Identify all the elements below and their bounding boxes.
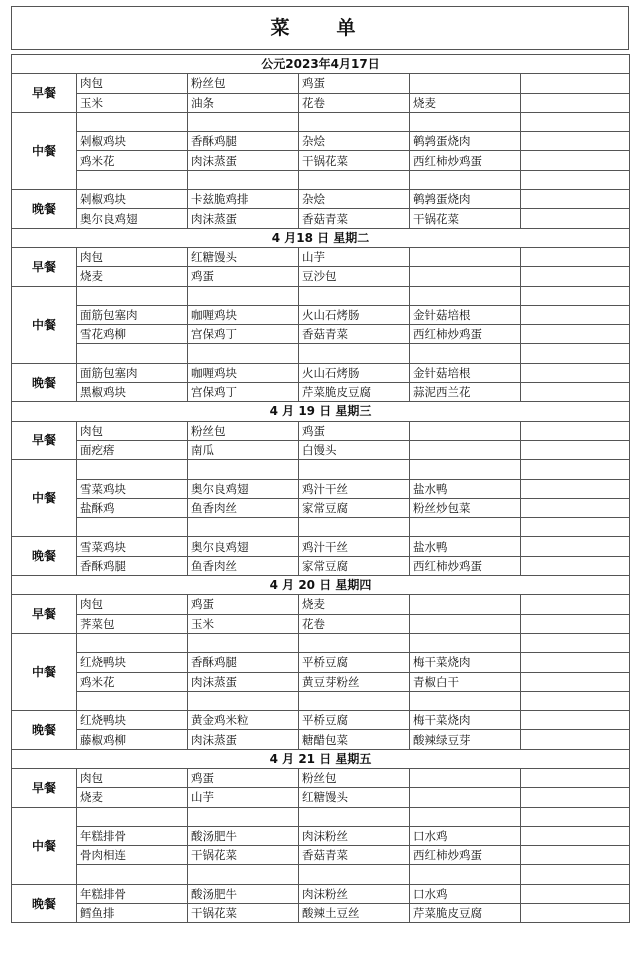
- dish-cell: [521, 518, 630, 537]
- dish-cell: [410, 421, 521, 440]
- dish-cell: 干锅花菜: [188, 846, 299, 865]
- dish-cell: 香酥鸡腿: [77, 556, 188, 575]
- menu-row: [12, 826, 630, 845]
- dish-cell: 鸡汁干丝: [299, 479, 410, 498]
- date-row: [12, 55, 630, 74]
- dish-cell: [77, 865, 188, 884]
- dish-cell: 鸡蛋: [188, 267, 299, 286]
- dish-cell: [521, 151, 630, 170]
- dish-cell: 盐酥鸡: [77, 498, 188, 517]
- dish-cell: [521, 383, 630, 402]
- dish-cell: 盐水鸭: [410, 479, 521, 498]
- dish-cell: [299, 112, 410, 131]
- dish-cell: 红糖馒头: [188, 247, 299, 266]
- dish-cell: 芹菜脆皮豆腐: [410, 904, 521, 923]
- dish-cell: 金针菇培根: [410, 363, 521, 382]
- menu-row: [12, 633, 630, 652]
- dish-cell: 酸辣绿豆芽: [410, 730, 521, 749]
- dish-cell: 雪花鸡柳: [77, 325, 188, 344]
- dish-cell: [521, 904, 630, 923]
- dish-cell: [521, 691, 630, 710]
- date-row: [12, 576, 630, 595]
- meal-label: 中餐: [12, 633, 77, 710]
- dish-cell: 平桥豆腐: [299, 653, 410, 672]
- dish-cell: 肉沫蒸蛋: [188, 730, 299, 749]
- dish-cell: 肉包: [77, 595, 188, 614]
- menu-row: [12, 132, 630, 151]
- dish-cell: [410, 247, 521, 266]
- dish-cell: 肉包: [77, 247, 188, 266]
- dish-cell: [410, 768, 521, 787]
- date-row: [12, 402, 630, 421]
- menu-row: [12, 884, 630, 903]
- date-header: 4 月18 日 星期二: [12, 228, 630, 247]
- menu-row: [12, 267, 630, 286]
- dish-cell: [299, 807, 410, 826]
- dish-cell: 香酥鸡腿: [188, 132, 299, 151]
- meal-label: 中餐: [12, 460, 77, 537]
- menu-row: [12, 498, 630, 517]
- dish-cell: [521, 460, 630, 479]
- dish-cell: [410, 518, 521, 537]
- dish-cell: [410, 865, 521, 884]
- dish-cell: [77, 344, 188, 363]
- dish-cell: 黑椒鸡块: [77, 383, 188, 402]
- dish-cell: 肉包: [77, 74, 188, 93]
- dish-cell: 梅干菜烧肉: [410, 653, 521, 672]
- menu-row: [12, 170, 630, 189]
- menu-row: [12, 383, 630, 402]
- menu-row: [12, 556, 630, 575]
- dish-cell: 奥尔良鸡翅: [188, 537, 299, 556]
- dish-cell: 南瓜: [188, 440, 299, 459]
- dish-cell: 干锅花菜: [410, 209, 521, 228]
- dish-cell: [521, 768, 630, 787]
- meal-label: 晚餐: [12, 363, 77, 402]
- dish-cell: 黄金鸡米粒: [188, 711, 299, 730]
- dish-cell: 西红柿炒鸡蛋: [410, 151, 521, 170]
- menu-table: [11, 54, 630, 923]
- dish-cell: 花卷: [299, 614, 410, 633]
- dish-cell: 咖喱鸡块: [188, 305, 299, 324]
- dish-cell: [77, 807, 188, 826]
- dish-cell: 红烧鸭块: [77, 653, 188, 672]
- dish-cell: 藤椒鸡柳: [77, 730, 188, 749]
- dish-cell: 鱼香肉丝: [188, 556, 299, 575]
- menu-row: [12, 865, 630, 884]
- menu-row: [12, 518, 630, 537]
- dish-cell: [299, 691, 410, 710]
- meal-label: 早餐: [12, 595, 77, 634]
- dish-cell: 粉丝包: [188, 74, 299, 93]
- dish-cell: 豆沙包: [299, 267, 410, 286]
- menu-row: [12, 74, 630, 93]
- dish-cell: [299, 518, 410, 537]
- dish-cell: [77, 518, 188, 537]
- dish-cell: [410, 170, 521, 189]
- meal-label: 早餐: [12, 74, 77, 113]
- dish-cell: [521, 730, 630, 749]
- dish-cell: [521, 807, 630, 826]
- menu-row: [12, 672, 630, 691]
- menu-row: [12, 653, 630, 672]
- dish-cell: 西红柿炒鸡蛋: [410, 325, 521, 344]
- dish-cell: 荠菜包: [77, 614, 188, 633]
- dish-cell: 烧麦: [410, 93, 521, 112]
- dish-cell: 面筋包塞肉: [77, 363, 188, 382]
- menu-row: [12, 788, 630, 807]
- dish-cell: 口水鸡: [410, 884, 521, 903]
- dish-cell: [299, 633, 410, 652]
- meal-label: 中餐: [12, 112, 77, 189]
- dish-cell: 香菇青菜: [299, 325, 410, 344]
- dish-cell: 油条: [188, 93, 299, 112]
- dish-cell: [521, 247, 630, 266]
- dish-cell: 肉沫蒸蛋: [188, 209, 299, 228]
- dish-cell: [188, 460, 299, 479]
- dish-cell: 西红柿炒鸡蛋: [410, 846, 521, 865]
- dish-cell: 烧麦: [299, 595, 410, 614]
- meal-label: 晚餐: [12, 190, 77, 229]
- dish-cell: 玉米: [77, 93, 188, 112]
- dish-cell: 烧麦: [77, 788, 188, 807]
- meal-label: 早餐: [12, 421, 77, 460]
- dish-cell: 梅干菜烧肉: [410, 711, 521, 730]
- menu-row: [12, 325, 630, 344]
- menu-row: [12, 711, 630, 730]
- dish-cell: [521, 614, 630, 633]
- dish-cell: [521, 74, 630, 93]
- dish-cell: 鸡蛋: [299, 421, 410, 440]
- dish-cell: [521, 788, 630, 807]
- dish-cell: [410, 633, 521, 652]
- menu-row: [12, 691, 630, 710]
- dish-cell: 鹌鹑蛋烧肉: [410, 190, 521, 209]
- dish-cell: 家常豆腐: [299, 498, 410, 517]
- meal-label: 中餐: [12, 807, 77, 884]
- date-header: 公元2023年4月17日: [12, 55, 630, 74]
- dish-cell: [521, 711, 630, 730]
- dish-cell: 鱼香肉丝: [188, 498, 299, 517]
- meal-label: 中餐: [12, 286, 77, 363]
- dish-cell: [410, 595, 521, 614]
- dish-cell: [77, 170, 188, 189]
- dish-cell: 黄豆芽粉丝: [299, 672, 410, 691]
- menu-row: [12, 730, 630, 749]
- dish-cell: [77, 691, 188, 710]
- dish-cell: 糖醋包菜: [299, 730, 410, 749]
- dish-cell: [521, 633, 630, 652]
- dish-cell: [410, 286, 521, 305]
- dish-cell: 白馒头: [299, 440, 410, 459]
- dish-cell: [410, 807, 521, 826]
- dish-cell: 奥尔良鸡翅: [188, 479, 299, 498]
- menu-title: 菜 单: [11, 6, 629, 50]
- dish-cell: [521, 112, 630, 131]
- menu-row: [12, 151, 630, 170]
- dish-cell: [299, 344, 410, 363]
- dish-cell: 奥尔良鸡翅: [77, 209, 188, 228]
- dish-cell: 杂烩: [299, 190, 410, 209]
- dish-cell: 鳕鱼排: [77, 904, 188, 923]
- dish-cell: [521, 537, 630, 556]
- dish-cell: 宫保鸡丁: [188, 383, 299, 402]
- dish-cell: 鸡汁干丝: [299, 537, 410, 556]
- dish-cell: 骨肉相连: [77, 846, 188, 865]
- menu-row: [12, 286, 630, 305]
- meal-label: 晚餐: [12, 711, 77, 750]
- dish-cell: [77, 286, 188, 305]
- dish-cell: 雪菜鸡块: [77, 479, 188, 498]
- dish-cell: [77, 460, 188, 479]
- menu-row: [12, 190, 630, 209]
- dish-cell: 剁椒鸡块: [77, 132, 188, 151]
- dish-cell: 盐水鸭: [410, 537, 521, 556]
- dish-cell: 红烧鸭块: [77, 711, 188, 730]
- dish-cell: 鸡蛋: [299, 74, 410, 93]
- dish-cell: 香酥鸡腿: [188, 653, 299, 672]
- dish-cell: [188, 865, 299, 884]
- dish-cell: 肉沫蒸蛋: [188, 672, 299, 691]
- dish-cell: [410, 440, 521, 459]
- dish-cell: 粉丝包: [188, 421, 299, 440]
- menu-row: [12, 846, 630, 865]
- menu-row: [12, 807, 630, 826]
- menu-row: [12, 904, 630, 923]
- dish-cell: 肉包: [77, 768, 188, 787]
- dish-cell: 面筋包塞肉: [77, 305, 188, 324]
- dish-cell: [521, 305, 630, 324]
- dish-cell: [521, 556, 630, 575]
- dish-cell: [188, 633, 299, 652]
- dish-cell: [77, 112, 188, 131]
- dish-cell: [521, 846, 630, 865]
- menu-row: [12, 460, 630, 479]
- dish-cell: [521, 595, 630, 614]
- dish-cell: [188, 691, 299, 710]
- dish-cell: [521, 440, 630, 459]
- dish-cell: [410, 691, 521, 710]
- dish-cell: [521, 865, 630, 884]
- dish-cell: [521, 325, 630, 344]
- dish-cell: 肉沫粉丝: [299, 826, 410, 845]
- dish-cell: [188, 286, 299, 305]
- menu-row: [12, 614, 630, 633]
- dish-cell: 干锅花菜: [299, 151, 410, 170]
- dish-cell: [521, 479, 630, 498]
- dish-cell: [188, 518, 299, 537]
- menu-row: [12, 768, 630, 787]
- dish-cell: [299, 170, 410, 189]
- dish-cell: 肉包: [77, 421, 188, 440]
- dish-cell: 花卷: [299, 93, 410, 112]
- menu-row: [12, 440, 630, 459]
- date-header: 4 月 19 日 星期三: [12, 402, 630, 421]
- dish-cell: [521, 421, 630, 440]
- meal-label: 晚餐: [12, 537, 77, 576]
- dish-cell: [188, 170, 299, 189]
- dish-cell: 肉沫粉丝: [299, 884, 410, 903]
- menu-row: [12, 93, 630, 112]
- dish-cell: [521, 344, 630, 363]
- meal-label: 早餐: [12, 768, 77, 807]
- dish-cell: 酸汤肥牛: [188, 884, 299, 903]
- dish-cell: 咖喱鸡块: [188, 363, 299, 382]
- dish-cell: 山芋: [188, 788, 299, 807]
- dish-cell: 西红柿炒鸡蛋: [410, 556, 521, 575]
- date-row: [12, 228, 630, 247]
- dish-cell: 金针菇培根: [410, 305, 521, 324]
- dish-cell: 鸡蛋: [188, 768, 299, 787]
- dish-cell: [521, 209, 630, 228]
- date-header: 4 月 21 日 星期五: [12, 749, 630, 768]
- dish-cell: 剁椒鸡块: [77, 190, 188, 209]
- dish-cell: 卡兹脆鸡排: [188, 190, 299, 209]
- dish-cell: [521, 363, 630, 382]
- dish-cell: [410, 267, 521, 286]
- dish-cell: 面疙瘩: [77, 440, 188, 459]
- dish-cell: [299, 286, 410, 305]
- dish-cell: [521, 826, 630, 845]
- dish-cell: [299, 865, 410, 884]
- dish-cell: 家常豆腐: [299, 556, 410, 575]
- dish-cell: 鸡米花: [77, 672, 188, 691]
- menu-row: [12, 305, 630, 324]
- dish-cell: 年糕排骨: [77, 884, 188, 903]
- dish-cell: [410, 74, 521, 93]
- dish-cell: [521, 132, 630, 151]
- dish-cell: [521, 672, 630, 691]
- dish-cell: [188, 344, 299, 363]
- dish-cell: [521, 190, 630, 209]
- dish-cell: [410, 788, 521, 807]
- dish-cell: 烧麦: [77, 267, 188, 286]
- dish-cell: [410, 112, 521, 131]
- menu-row: [12, 363, 630, 382]
- dish-cell: 干锅花菜: [188, 904, 299, 923]
- dish-cell: [521, 498, 630, 517]
- dish-cell: [410, 614, 521, 633]
- dish-cell: [188, 807, 299, 826]
- dish-cell: 肉沫蒸蛋: [188, 151, 299, 170]
- dish-cell: 鸡米花: [77, 151, 188, 170]
- dish-cell: [299, 460, 410, 479]
- meal-label: 早餐: [12, 247, 77, 286]
- menu-row: [12, 209, 630, 228]
- dish-cell: 口水鸡: [410, 826, 521, 845]
- dish-cell: [521, 170, 630, 189]
- dish-cell: 火山石烤肠: [299, 305, 410, 324]
- dish-cell: 酸辣土豆丝: [299, 904, 410, 923]
- dish-cell: [410, 460, 521, 479]
- dish-cell: [521, 286, 630, 305]
- dish-cell: 蒜泥西兰花: [410, 383, 521, 402]
- dish-cell: [521, 884, 630, 903]
- dish-cell: [188, 112, 299, 131]
- dish-cell: 火山石烤肠: [299, 363, 410, 382]
- dish-cell: 鹌鹑蛋烧肉: [410, 132, 521, 151]
- dish-cell: [410, 344, 521, 363]
- dish-cell: 雪菜鸡块: [77, 537, 188, 556]
- menu-row: [12, 595, 630, 614]
- dish-cell: 山芋: [299, 247, 410, 266]
- dish-cell: 芹菜脆皮豆腐: [299, 383, 410, 402]
- dish-cell: 青椒白干: [410, 672, 521, 691]
- dish-cell: 玉米: [188, 614, 299, 633]
- date-header: 4 月 20 日 星期四: [12, 576, 630, 595]
- dish-cell: [521, 267, 630, 286]
- dish-cell: 鸡蛋: [188, 595, 299, 614]
- dish-cell: 红糖馒头: [299, 788, 410, 807]
- date-row: [12, 749, 630, 768]
- dish-cell: 粉丝炒包菜: [410, 498, 521, 517]
- dish-cell: [521, 93, 630, 112]
- dish-cell: 香菇青菜: [299, 209, 410, 228]
- dish-cell: 杂烩: [299, 132, 410, 151]
- dish-cell: 宫保鸡丁: [188, 325, 299, 344]
- menu-row: [12, 112, 630, 131]
- dish-cell: [77, 633, 188, 652]
- menu-row: [12, 247, 630, 266]
- menu-row: [12, 344, 630, 363]
- menu-row: [12, 537, 630, 556]
- dish-cell: 平桥豆腐: [299, 711, 410, 730]
- dish-cell: 酸汤肥牛: [188, 826, 299, 845]
- dish-cell: [521, 653, 630, 672]
- dish-cell: 粉丝包: [299, 768, 410, 787]
- meal-label: 晚餐: [12, 884, 77, 923]
- menu-row: [12, 479, 630, 498]
- menu-row: [12, 421, 630, 440]
- dish-cell: 香菇青菜: [299, 846, 410, 865]
- dish-cell: 年糕排骨: [77, 826, 188, 845]
